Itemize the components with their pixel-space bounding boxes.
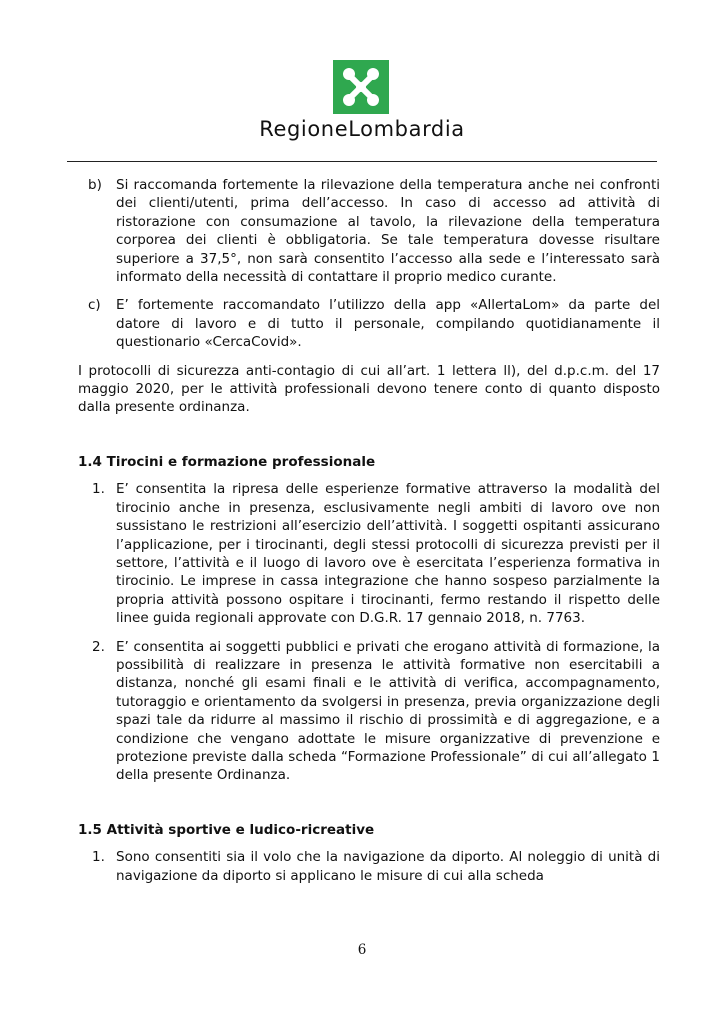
list-marker: b) [88, 177, 102, 193]
protocols-paragraph: I protocolli di sicurezza anti-contagio di cui all’art. 1 lettera ll), del d.p.c.m. del 17 maggio 2020, per le attività professionali devono tenere conto di quanto disposto dalla presente ordinanza. [78, 362, 660, 416]
list-item-text: E’ consentita la ripresa delle esperienze formative attraverso la modalità del tirocinio anche in presenza, esclusivamente negli ambiti di lavoro ove non sussistano le restrizioni all’esercizio dell’attività. I soggetti ospitanti assicurano l’applicazione, per i tirocinanti, degli stessi protocolli di sicurezza previsti per il settore, l’attività e il luogo di lavoro ove è esercitata l’esperienza formativa in tirocinio. Le imprese in cassa integrazione che hanno sospeso parzialmente la propria attività possono ospitare i tirocinanti, fermo restando il rispetto delle linee guida regionali approvate con D.G.R. 17 gennaio 2018, n. 7763. [116, 481, 660, 627]
list-item-text: E’ fortemente raccomandato l’utilizzo della app «AllertaLom» da parte del datore di lavoro e di tutto il personale, compilando quotidianamente il questionario «CercaCovid». [116, 297, 660, 351]
section-heading-1-4: 1.4 Tirocini e formazione professionale [78, 453, 376, 470]
list-item-text: Si raccomanda fortemente la rilevazione della temperatura anche nei confronti dei clienti/utenti, prima dell’accesso. In caso di accesso ad attività di ristorazione con consumazione al tavolo, la rilevazione della temperatura corporea dei clienti è obbligatoria. Se tale temperatura dovesse risultare superiore a 37,5°, non sarà consentito l’accesso alla sede e l’interessato sarà informato della necessità di contattare il proprio medico curante. [116, 177, 660, 286]
lombardy-rose-logo-icon [333, 60, 389, 114]
list-marker: 1. [92, 849, 105, 866]
list-item-text: E’ consentita ai soggetti pubblici e privati che erogano attività di formazione, la possibilità di realizzare in presenza le attività formative non esercitabili a distanza, nonché gli esami finali e le attività di verifica, accompagnamento, tutoraggio e orientamento da svolgersi in presenza, previa organizzazione degli spazi tale da ridurre al massimo il rischio di prossimità e di aggregazione, e a condizione che vengano adottate le misure organizzative di prevenzione e protezione previste dalla scheda “Formazione Professionale” di cui all’allegato 1 della presente Ordinanza. [116, 638, 660, 784]
section-heading-1-5: 1.5 Attività sportive e ludico-ricreative [78, 821, 375, 838]
list-item [78, 480, 660, 627]
list-marker: c) [88, 297, 101, 314]
list-marker: 2. [92, 638, 105, 655]
list-item [78, 638, 660, 785]
brand-name: RegioneLombardia [259, 117, 465, 141]
list-item [78, 176, 660, 286]
list-item-text: Sono consentiti sia il volo che la navigazione da diporto. Al noleggio di unità di navigazione da diporto si applicano le misure di cui alla scheda [116, 849, 660, 884]
list-item [78, 848, 660, 885]
document-body [78, 176, 660, 885]
list-marker: 1. [92, 481, 105, 498]
header-divider [67, 161, 657, 162]
page-number: 6 [357, 942, 367, 958]
list-item [78, 296, 660, 351]
